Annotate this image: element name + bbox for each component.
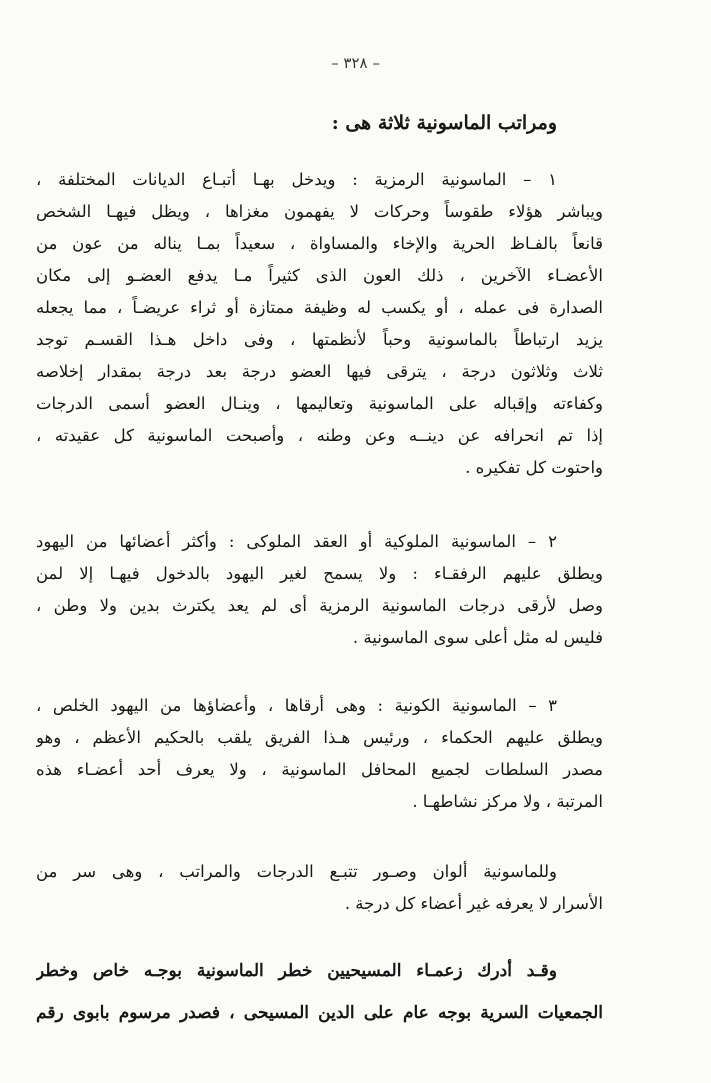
paragraph-christian-leaders xyxy=(36,950,603,1034)
text-line: ويباشر هؤلاء طقوساً وحركات لا يفهمون مغزاها ، ويظل فيهـا الشخص xyxy=(36,202,603,221)
text-line: المرتبة ، ولا مركز نشاطهـا . xyxy=(412,792,603,811)
text-line: ويطلق عليهم الحكماء ، ورئيس هـذا الفريق يلقب بالحكيم الأعظم ، وهو xyxy=(36,728,603,747)
text-line: مصدر السلطات لجميع المحافل الماسونية ، ولا يعرف أحد أعضـاء هذه xyxy=(36,760,603,779)
text-line: وللماسونية ألوان وصـور تتبـع الدرجات والمراتب ، وهى سر من xyxy=(36,862,557,881)
text-line: ويطلق عليهم الرفقـاء : ولا يسمح لغير اليهود بالدخول فيهـا إلا لمن xyxy=(36,564,603,583)
text-line: الصدارة فى عمله ، أو يكسب له وظيفة ممتازة أو ثراء عريضـاً ، مما يجعله xyxy=(36,298,603,317)
text-line: ١ – الماسونية الرمزية : ويدخل بهـا أتبـاع الديانات المختلفة ، xyxy=(36,170,557,189)
text-line: ٣ – الماسونية الكونية : وهى أرقاها ، وأعضاؤها من اليهود الخلص ، xyxy=(36,696,557,715)
text-line: إذا تم انحرافه عن دينــه وعن وطنه ، وأصبحت الماسونية كل عقيدته ، xyxy=(36,426,603,445)
text-line: وصل لأرقى درجات الماسونية الرمزية أى لم يعد يكترث بدين ولا وطن ، xyxy=(36,596,603,615)
text-line: وكفاءته وإقباله على الماسونية وتعاليمها ، وينـال العضو أسمى الدرجات xyxy=(36,394,603,413)
paragraph-colors-and-degrees xyxy=(36,856,603,920)
text-line: فليس له مثل أعلى سوى الماسونية . xyxy=(352,628,603,647)
text-line: الأسرار لا يعرفه غير أعضاء كل درجة . xyxy=(344,894,603,913)
page-number: – ٣٢٨ – xyxy=(331,54,380,72)
text-line: ٢ – الماسونية الملوكية أو العقد الملوكى : وأكثر أعضائها من اليهود xyxy=(36,532,557,551)
text-line: واحتوت كل تفكيره . xyxy=(465,458,603,477)
text-line: الأعضـاء الآخرين ، ذلك العون الذى كثيراً مـا يدفع العضـو إلى مكان xyxy=(36,266,603,285)
paragraph-symbolic-masonry xyxy=(36,164,603,484)
paragraph-royal-arch-masonry xyxy=(36,526,603,654)
paragraph-cosmic-masonry xyxy=(36,690,603,818)
text-line: وقـد أدرك زعمـاء المسيحيين خطر الماسونية بوجـه خاص وخطر xyxy=(36,961,557,981)
text-line: الجمعيات السرية بوجه عام على الدين المسيحى ، فصدر مرسوم بابوى رقم xyxy=(36,1003,603,1023)
text-line: قانعاً بالفـاظ الحرية والإخاء والمساواة ، سعيداً بمـا يناله من عون من xyxy=(36,234,603,253)
text-line: يزيد ارتباطاً بالماسونية وحباً لأنظمتها ، وفى داخل هـذا القسـم توجد xyxy=(36,330,603,349)
section-heading: ومراتب الماسونية ثلاثة هى : xyxy=(331,112,557,134)
text-line: ثلاث وثلاثون درجة ، يترقى فيها العضو درجة بعد درجة بمقدار إخلاصه xyxy=(36,362,603,381)
